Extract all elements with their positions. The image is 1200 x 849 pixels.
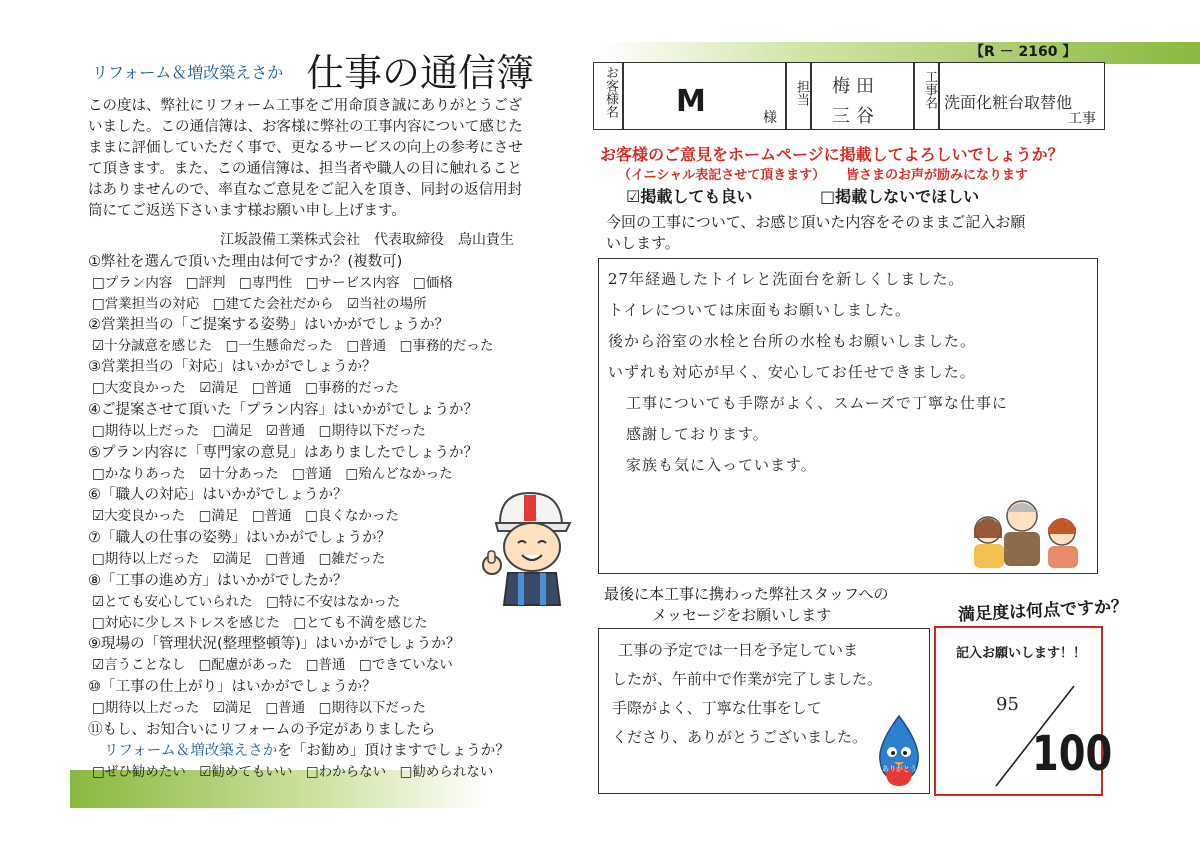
comment-line: トイレについては床面もお願いしました。	[608, 301, 911, 319]
question-2: ②営業担当の「ご提案する姿勢」はいかがでしょうか？	[88, 317, 449, 333]
tanto-name-2: 三谷	[832, 106, 880, 127]
koji-name: 洗面化粧台取替他	[944, 93, 1073, 112]
answer-2: ☑十分誠意を感じた □一生懸命だった □普通 □事務的だった	[92, 338, 494, 354]
score-max: 100	[1032, 726, 1113, 782]
question-7: ⑦「職人の仕事の姿勢」はいかがでしょうか？	[88, 530, 391, 546]
intro-line: て頂きます。また、この通信簿は、担当者や職人の目に触れること	[88, 161, 522, 177]
question-11: ⑪もし、お知合いにリフォームの予定がありましたら	[88, 722, 436, 738]
intro-line: 筒にてご返送下さいます様お願い申し上げます。	[88, 203, 406, 219]
intro-line: いました。この通信簿は、お客様に弊社の工事内容について感じた	[88, 119, 523, 135]
comment-line: いずれも対応が早く、安心してお任せできました。	[608, 363, 976, 381]
comment-prompt-line: いします。	[606, 234, 680, 252]
hp-option-yes: ☑掲載しても良い	[626, 187, 753, 206]
question-3: ③営業担当の「対応」はいかがでしょうか？	[88, 359, 377, 375]
question-8: ⑧「工事の進め方」はいかがでしたか？	[88, 573, 348, 589]
customer-name: M	[676, 84, 706, 119]
answer-10: □期待以上だった ☑満足 □普通 □期待以下だった	[92, 700, 426, 716]
question-1: ①弊社を選んで頂いた理由は何ですか？(複数可)	[88, 254, 403, 270]
header-green-band	[600, 42, 1200, 64]
hp-note-initial: （イニシャル表記させて頂きます）	[618, 168, 826, 183]
score-title: 満足度は何点ですか？	[957, 596, 1129, 626]
answer-8b: □対応に少しストレスを感じた □とても不満を感じた	[92, 615, 428, 631]
answer-11: □ぜひ勧めたい ☑勧めてもいい □わからない □勧められない	[92, 764, 494, 780]
staff-message	[612, 636, 882, 752]
question-6: ⑥「職人の対応」はいかがでしょうか？	[88, 487, 348, 503]
comment-line: 工事についても手際がよく、スムーズで丁寧な仕事に	[626, 394, 1008, 412]
comment-prompt-line: 今回の工事について、お感じ頂いた内容をそのままご記入お願	[606, 213, 1026, 231]
staff-prompt	[604, 584, 889, 626]
answer-6: ☑大変良かった □満足 □普通 □良くなかった	[92, 508, 399, 524]
answer-1b: □営業担当の対応 □建てた会社だから ☑当社の場所	[92, 296, 427, 312]
comment-line: 感謝しております。	[626, 425, 769, 443]
score-prompt: 記入お願いします！！	[956, 646, 1087, 661]
hp-option-no: □掲載しないでほしい	[820, 187, 980, 206]
question-9: ⑨現場の「管理状況(整理整頓等)」はいかがでしょうか？	[88, 636, 461, 652]
answer-8a: ☑とても安心していられた □特に不安はなかった	[92, 594, 401, 610]
brand-inline: リフォーム＆増改築えさか	[104, 743, 278, 759]
intro-line: はありませんので、率直なご意見をご記入を頂き、同封の返信用封	[88, 182, 523, 198]
answer-7: □期待以上だった ☑満足 □普通 □雑だった	[92, 551, 386, 567]
score-value: 95	[996, 694, 1019, 715]
page-title: 仕事の通信簿	[306, 51, 535, 95]
koji-suffix: 工事	[1068, 111, 1096, 127]
family-illustration	[960, 494, 1090, 570]
answer-9: ☑言うことなし □配慮があった □普通 □できていない	[92, 657, 453, 673]
intro-line: この度は、弊社にリフォーム工事をご用命頂き誠にありがとうござ	[88, 98, 523, 114]
koji-label: 工事名	[922, 70, 937, 109]
staff-message-line: 工事の予定では一日を予定していま	[618, 641, 859, 659]
staff-message-line: したが、午前中で作業が完了しました。	[612, 670, 883, 688]
question-10: ⑩「工事の仕上がり」はいかがでしょうか？	[88, 679, 377, 695]
question-11-cont	[104, 739, 510, 760]
answer-3: □大変良かった ☑満足 □普通 □事務的だった	[92, 380, 399, 396]
comment-line: 後から浴室の水栓と台所の水栓もお願いしました。	[608, 332, 977, 350]
customer-suffix: 様	[763, 110, 777, 126]
intro-line: ままに評価していただく事で、更なるサービスの向上の参考にさせ	[88, 140, 523, 156]
question-5: ⑤プラン内容に「専門家の意見」はありましたでしょうか？	[88, 445, 478, 461]
answer-1a: □プラン内容 □評判 □専門性 □サービス内容 □価格	[92, 275, 453, 291]
mascot-illustration	[872, 714, 926, 790]
comment-line: 27年経過したトイレと洗面台を新しくしました。	[608, 270, 965, 288]
signature: 江坂設備工業株式会社 代表取締役 鳥山貴生	[220, 232, 514, 248]
hp-note-encourage: 皆さまのお声が励みになります	[846, 168, 1029, 183]
worker-illustration	[478, 485, 578, 610]
staff-message-line: 手際がよく、丁寧な仕事をして	[612, 699, 822, 717]
intro-text	[88, 96, 523, 222]
brand-name: リフォーム＆増改築えさか	[92, 63, 284, 82]
hp-question: お客様のご意見をホームページに掲載してよろしいでしょうか？	[600, 145, 1064, 164]
question-11-tail: を「お勧め」頂けますでしょうか？	[277, 743, 510, 759]
comment-text	[608, 264, 1008, 481]
answer-4: □期待以上だった □満足 ☑普通 □期待以下だった	[92, 423, 426, 439]
comment-prompt	[606, 212, 1025, 254]
tanto-label: 担当	[794, 80, 809, 106]
answer-5: □かなりあった ☑十分あった □普通 □殆んどなかった	[92, 466, 453, 482]
question-4: ④ご提案させて頂いた「プラン内容」はいかがでしょうか？	[88, 402, 478, 418]
customer-label: お客様名	[603, 66, 618, 118]
mascot-text: ありがとう	[882, 765, 917, 773]
reference-number: 【R － 2160 】	[970, 44, 1077, 60]
staff-prompt-line: 最後に本工事に携わった弊社スタッフへの	[604, 585, 889, 603]
staff-prompt-line: メッセージをお願いします	[652, 606, 832, 624]
staff-message-line: くださり、ありがとうございました。	[612, 728, 868, 746]
comment-line: 家族も気に入っています。	[626, 456, 817, 474]
tanto-name-1: 梅田	[832, 76, 880, 97]
